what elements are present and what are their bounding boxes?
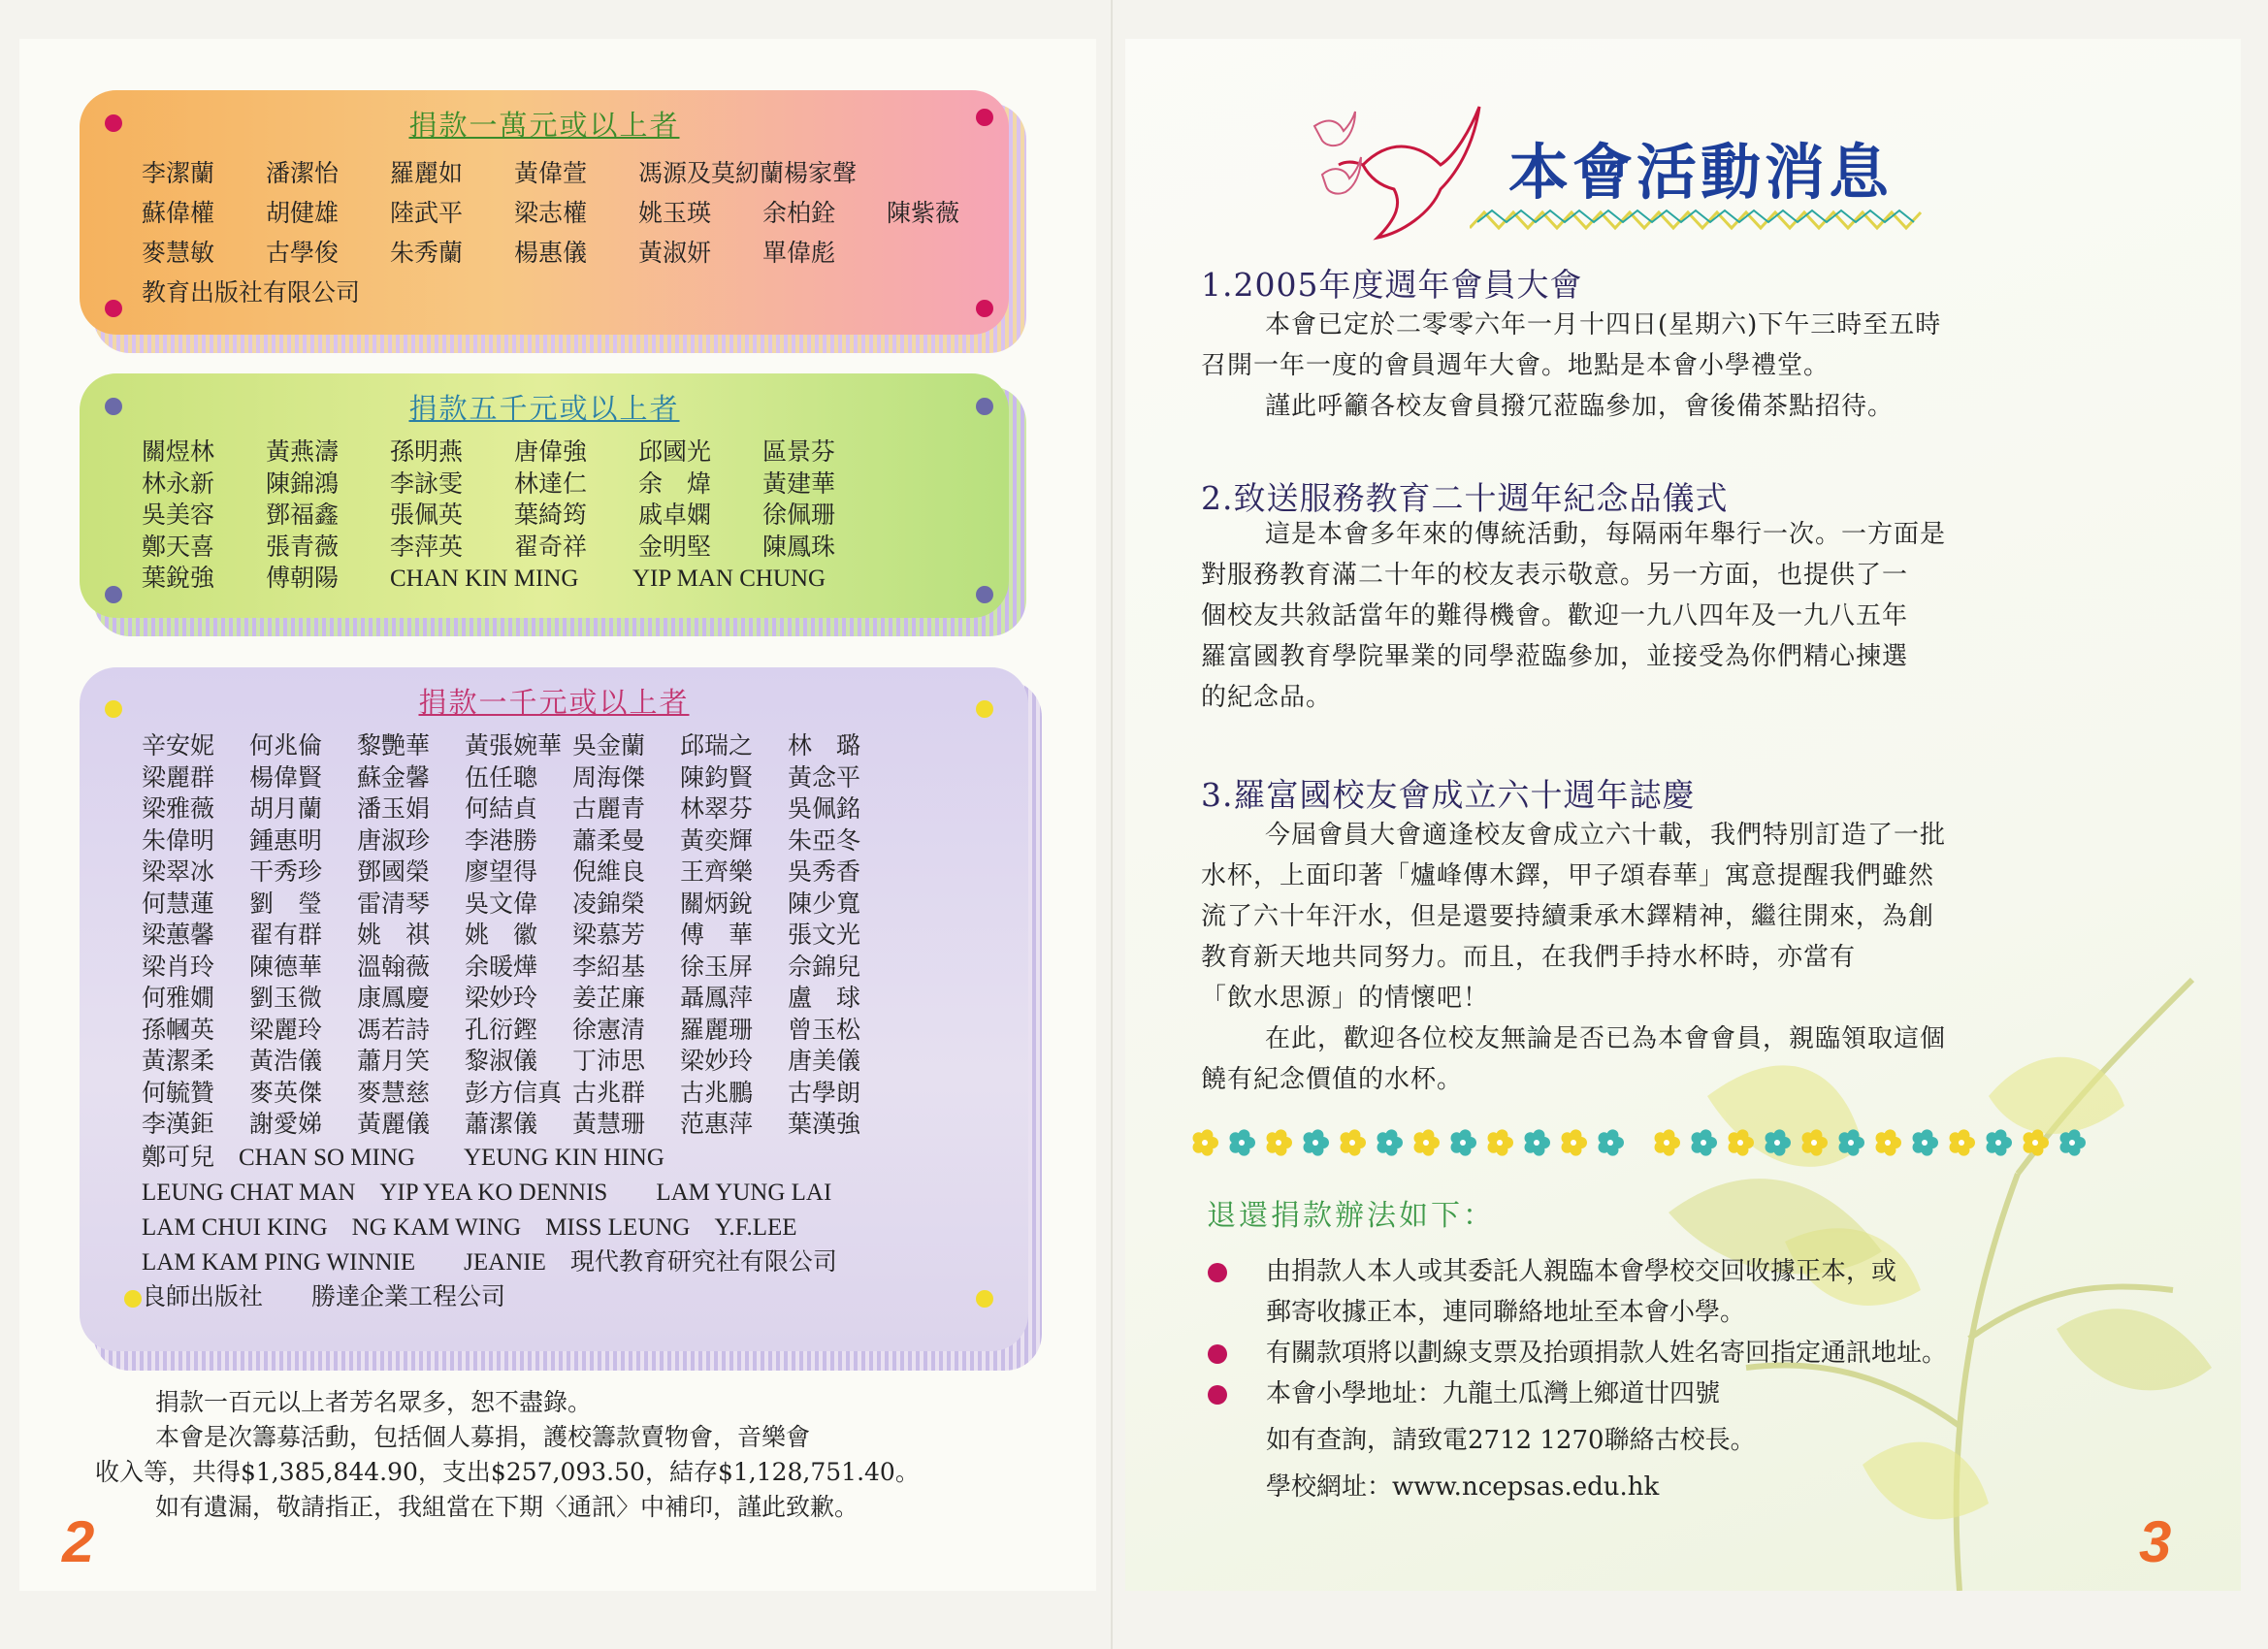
donor-name: 陳德華 [249,952,323,981]
name-row [142,233,947,273]
donor-name: 張佩英 [390,501,464,529]
decor-dot [976,109,993,126]
donor-name: 邱國光 [638,437,712,466]
decor-dot [976,398,993,415]
section-3-body [1201,815,2093,1100]
donor-name: 蕭柔曼 [572,825,646,855]
donor-name: 雷清琴 [357,889,431,918]
donor-name: 蘇金馨 [357,762,431,792]
donor-name: 張青薇 [266,532,340,561]
donors-10000-title: 捐款一萬元或以上者 [408,109,680,142]
donor-name-line: LEUNG CHAT MAN YIP YEA KO DENNIS LAM YUNG LAI [142,1179,832,1206]
flower-mark [1193,1129,1218,1155]
flower-mark [1525,1129,1550,1155]
donor-name: 黃張婉華 [465,731,563,760]
donor-name: 古兆鵬 [680,1078,754,1107]
donor-name: 麥英傑 [249,1078,323,1107]
donor-name: 楊惠儀 [514,239,588,267]
donor-name: 楊家聲 [784,159,858,187]
donor-name: CHAN KIN MING [390,566,579,592]
donor-name: 余暖燁 [465,952,538,981]
donor-name: 梁肖玲 [142,952,215,981]
donor-name: 佘錦兒 [788,952,861,981]
section-3-title: 3.羅富國校友會成立六十週年誌慶 [1201,776,1696,814]
donor-name: 李詠雯 [390,469,464,498]
body-line: 在此，歡迎各位校友無論是否已為本會會員，親臨領取這個 [1265,1024,1947,1053]
flower-mark [1729,1129,1754,1155]
flower-mark [1414,1129,1440,1155]
flower-mark [1987,1129,2012,1155]
flower-mark [1839,1129,1864,1155]
note-line: 捐款一百元以上者芳名眾多，恕不盡錄。 [155,1388,593,1416]
decor-dot [976,586,993,603]
donor-name: 黃偉萱 [514,159,588,187]
refund-text: 郵寄收據正本，連同聯絡地址至本會小學。 [1266,1298,1746,1327]
donor-name: 梁麗群 [142,762,215,792]
donor-name: 唐偉強 [514,437,588,466]
website-line [1208,1467,2129,1507]
flower-mark [1341,1129,1366,1155]
flower-mark [1599,1129,1624,1155]
name-row [142,532,947,564]
donor-name: 何結貞 [465,794,538,823]
donor-name: 蕭潔儀 [465,1110,538,1138]
donor-name: 葉綺筠 [514,501,588,529]
donor-name: 金明堅 [638,532,712,561]
flower-mark [1913,1129,1938,1155]
donor-name: 蕭月笑 [357,1047,431,1075]
donor-name: 葉銳強 [142,564,215,592]
decor-dot [105,300,122,317]
donor-name: 孫明燕 [390,437,464,466]
donor-name: 康鳳慶 [357,984,431,1012]
donor-name: 古兆群 [572,1078,646,1107]
donor-name: 何兆倫 [249,731,323,760]
donor-name: 葉漢強 [788,1110,861,1138]
donation-summary-note [95,1385,1026,1525]
donors-1000-extra-list [142,1141,966,1315]
website-text: 學校網址：www.ncepsas.edu.hk [1266,1472,1660,1502]
body-line: 「飲水思源」的情懷吧！ [1201,984,1490,1013]
donor-name: 李萍英 [390,532,464,561]
name-row [142,983,966,1015]
donor-name: 何雅嫺 [142,984,215,1012]
body-line: 教育新天地共同努力。而且，在我們手持水杯時，亦當有 [1201,943,1857,972]
decor-dot [976,700,993,718]
refund-text: 由捐款人本人或其委託人親臨本會學校交回收據正本，或 [1266,1257,1897,1286]
donor-name-line: 良師出版社 勝達企業工程公司 [142,1283,506,1310]
donor-name: 邱瑞之 [680,731,754,760]
donors-10000-box [80,90,1009,335]
donor-name: 梁慕芳 [572,921,646,949]
donors-5000-title: 捐款五千元或以上者 [408,392,680,425]
donor-name: 朱秀蘭 [390,239,464,267]
donor-name: 梁雅薇 [142,794,215,823]
donor-name: 丁沛思 [572,1047,646,1075]
donor-name: 黃慧珊 [572,1110,646,1138]
donors-1000-box [80,667,1028,1351]
donor-name: 姚 祺 [357,921,431,949]
donor-name: 徐佩珊 [762,501,836,529]
donor-name: 馮源及莫紉蘭 [638,159,785,187]
donor-name: 潘潔怡 [266,159,340,187]
name-row [142,793,966,825]
body-line: 今屆會員大會適逢校友會成立六十載，我們特別訂造了一批 [1265,821,1947,850]
donor-name: 姚 徽 [465,921,538,949]
body-line: 的紀念品。 [1201,683,1333,712]
donor-name: 吳秀香 [788,857,861,886]
donor-name: 林永新 [142,469,215,498]
donors-1000-title: 捐款一千元或以上者 [418,686,690,719]
donor-name: 唐淑珍 [357,825,431,855]
donor-name: 羅麗如 [390,159,464,187]
body-line: 水杯，上面印著「爐峰傳木鐸，甲子頌春華」寓意提醒我們雖然 [1201,861,1935,890]
note-line: 本會是次籌募活動，包括個人募捐，護校籌款賣物會，音樂會 [155,1423,811,1451]
note-line: 如有遺漏，敬請指正，我組當在下期〈通訊〉中補印，謹此致歉。 [155,1493,859,1521]
donor-name: 麥慧慈 [357,1078,431,1107]
donor-name: 黃潔柔 [142,1047,215,1075]
section-1-body [1201,305,2093,427]
flower-mark [1876,1129,1901,1155]
donor-name: 梁妙玲 [465,984,538,1012]
donor-name: 楊偉賢 [249,762,323,792]
donor-name: 黎艷華 [357,731,431,760]
section-2-body [1201,514,2093,718]
donor-name: 梁蕙馨 [142,921,215,949]
flower-mark [2060,1129,2086,1155]
donor-name: 徐憲清 [572,1015,646,1044]
donor-name: 曾玉松 [788,1015,861,1044]
bullet-dot [1208,1385,1227,1405]
donor-name: 林達仁 [514,469,588,498]
donor-name: 李紹基 [572,952,646,981]
donor-name: 姜芷廉 [572,984,646,1012]
donor-name: 謝愛娣 [249,1110,323,1138]
flower-mark [1655,1129,1680,1155]
donor-name: 吳金蘭 [572,731,646,760]
name-row [142,1015,966,1047]
refund-item [1208,1333,2129,1374]
donor-name: 吳美容 [142,501,215,529]
flower-mark [1692,1129,1717,1155]
donor-name: 黃念平 [788,762,861,792]
body-line: 對服務教育滿二十年的校友表示敬意。另一方面，也提供了一 [1201,561,1909,590]
donor-name: 梁志權 [514,199,588,227]
note-line: 收入等，共得$1,385,844.90，支出$257,093.50，結存$1,128,751.40。 [95,1458,920,1486]
donor-name-line: 鄭可兒 CHAN SO MING YEUNG KIN HING [142,1144,664,1171]
donor-name: 梁翠冰 [142,857,215,886]
name-row [142,762,966,794]
donor-name: 麥慧敏 [142,239,215,267]
refund-heading: 退還捐款辦法如下： [1207,1199,1495,1233]
name-row [142,730,966,762]
name-row [142,825,966,857]
flower-mark [1451,1129,1476,1155]
refund-text: 有關款項將以劃線支票及抬頭捐款人姓名寄回指定通訊地址。 [1266,1339,1948,1368]
donor-name-line: LAM CHUI KING NG KAM WING MISS LEUNG Y.F.LEE [142,1213,797,1241]
donors-10000-list [142,153,960,312]
name-row [142,193,960,233]
flower-mark [1488,1129,1513,1155]
page-number-right: 3 [2139,1509,2172,1574]
donor-name: 林翠芬 [680,794,754,823]
donor-name: 吳佩銘 [788,794,861,823]
page-fold [1111,0,1113,1649]
name-row [142,1046,966,1078]
body-line: 個校友共敘話當年的難得機會。歡迎一九八四年及一九八五年 [1201,601,1909,630]
body-line: 饒有紀念價值的水杯。 [1201,1065,1464,1094]
flower-mark [1802,1129,1828,1155]
donors-1000-list [142,730,966,1141]
donor-name: 干秀珍 [249,857,323,886]
name-row [142,436,947,469]
donor-name: 潘玉娟 [357,794,431,823]
donor-name: 余柏銓 [762,199,836,227]
donor-name: 何毓贊 [142,1078,215,1107]
decor-dot [105,398,122,415]
donor-name: 王齊樂 [680,857,754,886]
donor-name: 范惠萍 [680,1110,754,1138]
donor-name: 朱亞冬 [788,825,861,855]
donor-name: 陳鈞賢 [680,762,754,792]
donor-name: 鄭天喜 [142,532,215,561]
donor-name: 伍任聰 [465,762,538,792]
flower-mark [1766,1129,1791,1155]
donor-name: 吳文偉 [465,889,538,918]
bullet-dot [1208,1344,1227,1364]
decor-dot [105,700,122,718]
donor-name: 黃淑妍 [638,239,712,267]
donor-name: 廖望得 [465,857,538,886]
section-1-title: 1.2005年度週年會員大會 [1201,266,1583,304]
donor-name: 翟奇祥 [514,532,588,561]
donor-name: 古學朗 [788,1078,861,1107]
donors-5000-list [142,436,947,596]
flower-divider [1185,1123,2102,1162]
refund-item [1208,1251,2129,1333]
name-row [142,889,966,921]
donor-name: 劉 瑩 [249,889,323,918]
donor-name: 徐玉屏 [680,952,754,981]
donor-name: 古麗青 [572,794,646,823]
heading-zigzag-decor [1470,209,1926,232]
name-row [142,563,947,596]
flower-mark [1304,1129,1329,1155]
donor-name: 李潔蘭 [142,159,215,187]
donor-name: 盧 球 [788,984,861,1012]
donor-name: 黃麗儀 [357,1110,431,1138]
donor-name: 陳少寬 [788,889,861,918]
name-row [142,920,966,952]
body-line: 謹此呼籲各校友會員撥冗蒞臨參加，會後備茶點招待。 [1265,392,1895,421]
donor-name: 傅 華 [680,921,754,949]
name-row [142,1109,966,1141]
donor-name: 張文光 [788,921,861,949]
contact-text: 如有查詢，請致電2712 1270聯絡古校長。 [1266,1426,1756,1455]
bullet-dot [1208,1263,1227,1282]
donor-name: 單偉彪 [762,239,836,267]
donor-name: 黃燕濤 [266,437,340,466]
donor-name: 彭方信真 [465,1078,563,1107]
name-row [142,952,966,984]
donor-name: 蘇偉權 [142,199,215,227]
refund-item [1208,1374,2129,1414]
donor-name: YIP MAN CHUNG [632,566,826,592]
name-row [142,1078,966,1110]
name-row [142,857,966,889]
body-line: 本會已定於二零零六年一月十四日(星期六)下午三時至五時 [1265,310,1942,340]
name-row [142,153,947,193]
donor-name: 孫幗英 [142,1015,215,1044]
decor-dot [105,586,122,603]
donor-name: 馮若詩 [357,1015,431,1044]
donor-name: 辛安妮 [142,731,215,760]
donor-name: 陸武平 [390,199,464,227]
flower-mark [1267,1129,1292,1155]
donor-name: 劉玉微 [249,984,323,1012]
flower-mark [1377,1129,1403,1155]
donor-name: 區景芬 [762,437,836,466]
section-2-title: 2.致送服務教育二十週年紀念品儀式 [1201,479,1729,517]
donor-name: 傅朝陽 [266,564,340,592]
flower-mark [1950,1129,1975,1155]
donor-name: 凌錦榮 [572,889,646,918]
donor-name: 孔衍鏗 [465,1015,538,1044]
donor-name: 胡健雄 [266,199,340,227]
donor-name: 黃建華 [762,469,836,498]
donor-name: 戚卓嫻 [638,501,712,529]
donor-name: 古學俊 [266,239,340,267]
donor-name: 溫翰薇 [357,952,431,981]
donor-name: 聶鳳萍 [680,984,754,1012]
donor-name: 關煜林 [142,437,215,466]
donor-name: 鄧福鑫 [266,501,340,529]
donor-name: 翟有群 [249,921,323,949]
name-row [142,469,947,501]
decor-dot [976,1290,993,1308]
donor-name: 梁妙玲 [680,1047,754,1075]
name-row [142,273,947,312]
donor-name: 陳紫薇 [887,199,960,227]
donor-name: 李漢鉅 [142,1110,215,1138]
donor-name-line: LAM KAM PING WINNIE JEANIE 現代教育研究社有限公司 [142,1248,837,1276]
donor-name: 姚玉瑛 [638,199,712,227]
donor-name: 胡月蘭 [249,794,323,823]
donor-name: 陳錦鴻 [266,469,340,498]
donor-name: 唐美儀 [788,1047,861,1075]
name-row [142,500,947,532]
donor-name: 教育出版社有限公司 [142,278,361,307]
page-number-left: 2 [62,1509,95,1574]
page-heading: 本會活動消息 [1508,137,1894,208]
contact-line [1208,1420,2129,1461]
donor-name: 羅麗珊 [680,1015,754,1044]
donor-name: 鄧國榮 [357,857,431,886]
donor-name: 余 煒 [638,469,712,498]
donor-name: 朱偉明 [142,825,215,855]
body-line: 羅富國教育學院畢業的同學蒞臨參加，並接受為你們精心揀選 [1201,642,1909,671]
donor-name: 何慧蓮 [142,889,215,918]
donor-name: 關炳銳 [680,889,754,918]
donor-name: 倪維良 [572,857,646,886]
body-line: 這是本會多年來的傳統活動，每隔兩年舉行一次。一方面是 [1265,520,1947,549]
flower-mark [2024,1129,2049,1155]
donor-name: 林 璐 [788,731,861,760]
flower-mark [1562,1129,1587,1155]
decor-dot [976,300,993,317]
body-line: 流了六十年汗水，但是還要持續秉承木鐸精神，繼往開來，為創 [1201,902,1935,931]
donor-name: 鍾惠明 [249,825,323,855]
donor-name: 黃奕輝 [680,825,754,855]
decor-dot [124,1290,142,1308]
donor-name: 陳鳳珠 [762,532,836,561]
donor-name: 黃浩儀 [249,1047,323,1075]
donor-name: 周海傑 [572,762,646,792]
decor-dot [105,114,122,132]
donor-name: 李港勝 [465,825,538,855]
flower-mark [1230,1129,1255,1155]
refund-text: 本會小學地址：九龍土瓜灣上鄉道廿四號 [1266,1379,1721,1408]
donor-name: 梁麗玲 [249,1015,323,1044]
donor-name: 黎淑儀 [465,1047,538,1075]
body-line: 召開一年一度的會員週年大會。地點是本會小學禮堂。 [1201,351,1831,380]
donors-5000-box [80,373,1009,618]
